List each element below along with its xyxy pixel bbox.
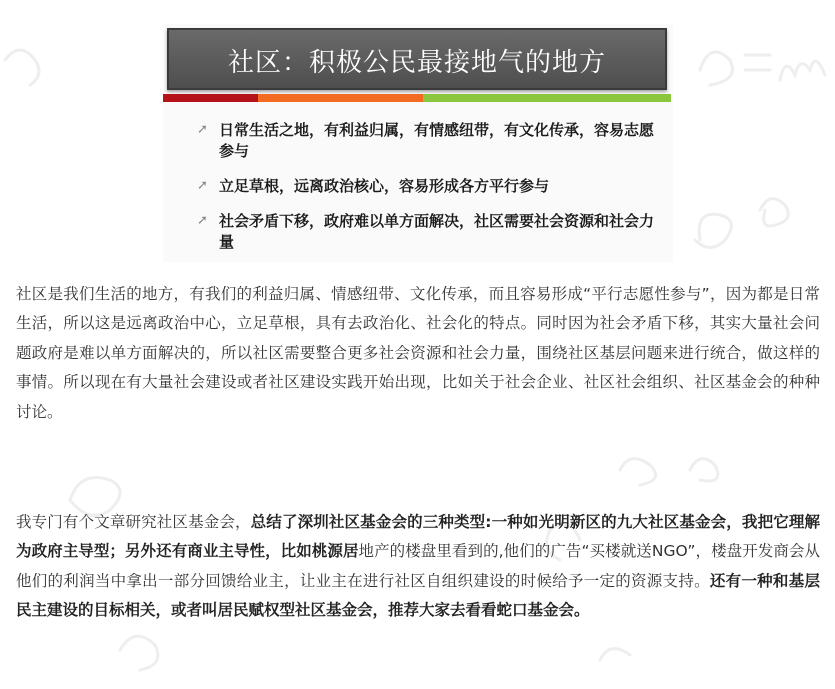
slide-bullet	[197, 176, 657, 197]
stripe-orange	[258, 94, 423, 102]
stripe-green	[423, 94, 671, 102]
arrow-icon: ➚	[197, 178, 208, 193]
arrow-icon: ➚	[197, 213, 208, 228]
p2-text-1: 我专门有个文章研究社区基金会，	[16, 513, 251, 531]
slide-bullet-text: 社会矛盾下移，政府难以单方面解决，社区需要社会资源和社会力量	[219, 212, 655, 251]
slide-title-bar	[167, 28, 667, 90]
slide-bullet	[197, 211, 657, 253]
slide-bullet	[197, 120, 657, 162]
article-paragraph-1: 社区是我们生活的地方，有我们的利益归属、情感纽带、文化传承，而且容易形成“平行志愿性参与”，因为都是日常生活，所以这是远离政治中心，立足草根，具有去政治化、社会化的特点。同时因为社会矛盾下移，其实大量社会问题政府是难以单方面解决的，所以社区需要整合更多社会资源和社会力量，围绕社区基层问题来进行统合，做这样的事情。所以现在有大量社会建设或者社区建设实践开始出现，比如关于社会企业、社区社会组织、社区基金会的种种讨论。	[16, 285, 820, 421]
slide-bullet-list	[197, 120, 657, 267]
arrow-icon: ➚	[197, 122, 208, 137]
p2-bold-1: 总结了深圳社区基金会的三种类型:一种如光明新区的九大社区基金会，我把它理解为政府主导型；另外还有商业主导性，比如桃源居	[16, 513, 820, 561]
slide-bullet-text: 日常生活之地，有利益归属，有情感纽带，有文化传承，容易志愿参与	[219, 121, 655, 160]
article-paragraph-2	[16, 508, 820, 626]
p2-text-2: 地产的楼盘里看到的,他们的广告“买楼就送NGO”，楼盘开发商会从他们的利润当中拿出一部分回馈给业主，让业主在进行社区自组织建设的时候给予一定的资源支持。	[16, 542, 820, 590]
slide-title: 社区：积极公民最接地气的地方	[227, 48, 606, 78]
stripe-red	[163, 94, 258, 102]
slide-bullet-text: 立足草根，远离政治核心，容易形成各方平行参与	[219, 177, 550, 195]
slide-image	[163, 24, 673, 262]
p2-bold-2: 还有一种和基层民主建设的目标相关，或者叫居民赋权型社区基金会，推荐大家去看看蛇口基金会。	[16, 571, 820, 620]
